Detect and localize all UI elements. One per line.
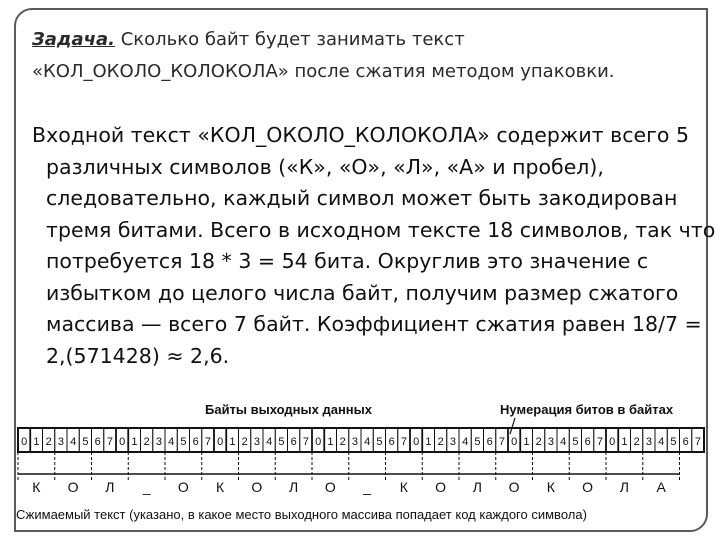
bit-number: 1 — [425, 436, 432, 448]
symbol-letter: Л — [472, 479, 482, 495]
bit-number: 0 — [315, 436, 322, 448]
bit-number: 1 — [327, 436, 334, 448]
symbol-letter: К — [546, 479, 555, 495]
bit-number: 5 — [278, 436, 285, 448]
bit-number: 7 — [204, 436, 211, 448]
bit-number: 0 — [217, 436, 224, 448]
symbol-letter: К — [32, 479, 41, 495]
bit-number: 6 — [192, 436, 199, 448]
bit-number: 1 — [523, 436, 530, 448]
symbol-letter: О — [67, 479, 79, 495]
bit-number: 6 — [682, 436, 689, 448]
bit-number: 2 — [241, 436, 248, 448]
bit-number: 5 — [572, 436, 579, 448]
symbol-letter: К — [216, 479, 225, 495]
bit-number: 2 — [633, 436, 640, 448]
bit-number: 7 — [302, 436, 309, 448]
bit-number: 5 — [82, 436, 89, 448]
bit-number: 7 — [498, 436, 505, 448]
bit-number: 4 — [168, 436, 175, 448]
bit-number: 0 — [119, 436, 126, 448]
symbol-letter: Л — [619, 479, 629, 495]
bit-number: 4 — [560, 436, 567, 448]
bytes-label: Байты выходных данных — [205, 402, 372, 417]
symbol-letter: _ — [363, 479, 372, 495]
bit-number: 5 — [376, 436, 383, 448]
figure-caption: Сжимаемый текст (указано, в какое место выходного массива попадает код каждого символа) — [16, 507, 587, 522]
symbol-letter: О — [435, 479, 447, 495]
bit-number: 0 — [413, 436, 420, 448]
bit-number: 4 — [364, 436, 371, 448]
bit-number: 3 — [547, 436, 554, 448]
bit-number: 1 — [33, 436, 40, 448]
bit-number: 2 — [437, 436, 444, 448]
bit-number: 6 — [388, 436, 395, 448]
symbol-letter: Л — [105, 479, 115, 495]
bit-number: 6 — [290, 436, 297, 448]
bit-number: 2 — [45, 436, 52, 448]
bit-number: 6 — [94, 436, 101, 448]
bit-number: 5 — [180, 436, 187, 448]
bit-number: 7 — [596, 436, 603, 448]
bit-number: 6 — [486, 436, 493, 448]
bit-number: 7 — [106, 436, 113, 448]
packing-diagram — [0, 390, 720, 540]
solution-text: Входной текст «КОЛ_ОКОЛО_КОЛОКОЛА» содержит всего 5 различных символов («К», «О», «Л», «А» и пробел), следовательно, каждый символ может быть закодирован тремя битами. Всего в исходном тексте 18 символов, так что потребуется 18 * 3 = 54 бита. Округлив это значение с избытком до целого числа байт, получим размер сжатого массива — всего 7 байт. Коэффициент сжатия равен 18/7 = 2,(571428) ≈ 2,6. — [32, 123, 716, 368]
bit-number: 3 — [351, 436, 358, 448]
bit-number: 3 — [155, 436, 162, 448]
bit-number: 1 — [621, 436, 628, 448]
symbol-letter: К — [399, 479, 408, 495]
symbol-letter: О — [177, 479, 189, 495]
symbol-letter: О — [582, 479, 594, 495]
task-text: Сколько байт будет занимать текст «КОЛ_ОКОЛО_КОЛОКОЛА» после сжатия методом упаковки. — [32, 29, 615, 82]
bit-number: 3 — [57, 436, 64, 448]
bit-number: 7 — [400, 436, 407, 448]
bit-number: 3 — [449, 436, 456, 448]
bit-number: 2 — [535, 436, 542, 448]
bit-number: 6 — [584, 436, 591, 448]
bit-number: 1 — [229, 436, 236, 448]
symbol-letter: О — [324, 479, 336, 495]
symbol-letter: О — [251, 479, 263, 495]
symbol-letter: О — [508, 479, 520, 495]
bits-label-pointer — [510, 418, 515, 434]
symbols-row — [32, 479, 666, 495]
bit-number: 0 — [609, 436, 616, 448]
bit-number: 4 — [70, 436, 77, 448]
symbol-letter: Л — [289, 479, 299, 495]
bit-number: 5 — [474, 436, 481, 448]
symbol-ticks — [18, 452, 680, 480]
task-statement — [32, 24, 692, 88]
bits-label: Нумерация битов в байтах — [500, 402, 674, 417]
bytes-row — [18, 428, 704, 452]
bit-number: 5 — [670, 436, 677, 448]
bit-number: 3 — [645, 436, 652, 448]
bit-number: 0 — [511, 436, 518, 448]
task-label: Задача. — [32, 29, 115, 50]
bit-number: 1 — [131, 436, 138, 448]
bit-number: 3 — [253, 436, 260, 448]
bit-number: 4 — [658, 436, 665, 448]
bit-number: 2 — [143, 436, 150, 448]
bit-number: 2 — [339, 436, 346, 448]
bit-number: 4 — [266, 436, 273, 448]
symbol-letter: А — [656, 479, 666, 495]
bit-number: 4 — [462, 436, 469, 448]
bit-number: 7 — [694, 436, 701, 448]
bit-number: 0 — [21, 436, 28, 448]
symbol-letter: _ — [142, 479, 151, 495]
